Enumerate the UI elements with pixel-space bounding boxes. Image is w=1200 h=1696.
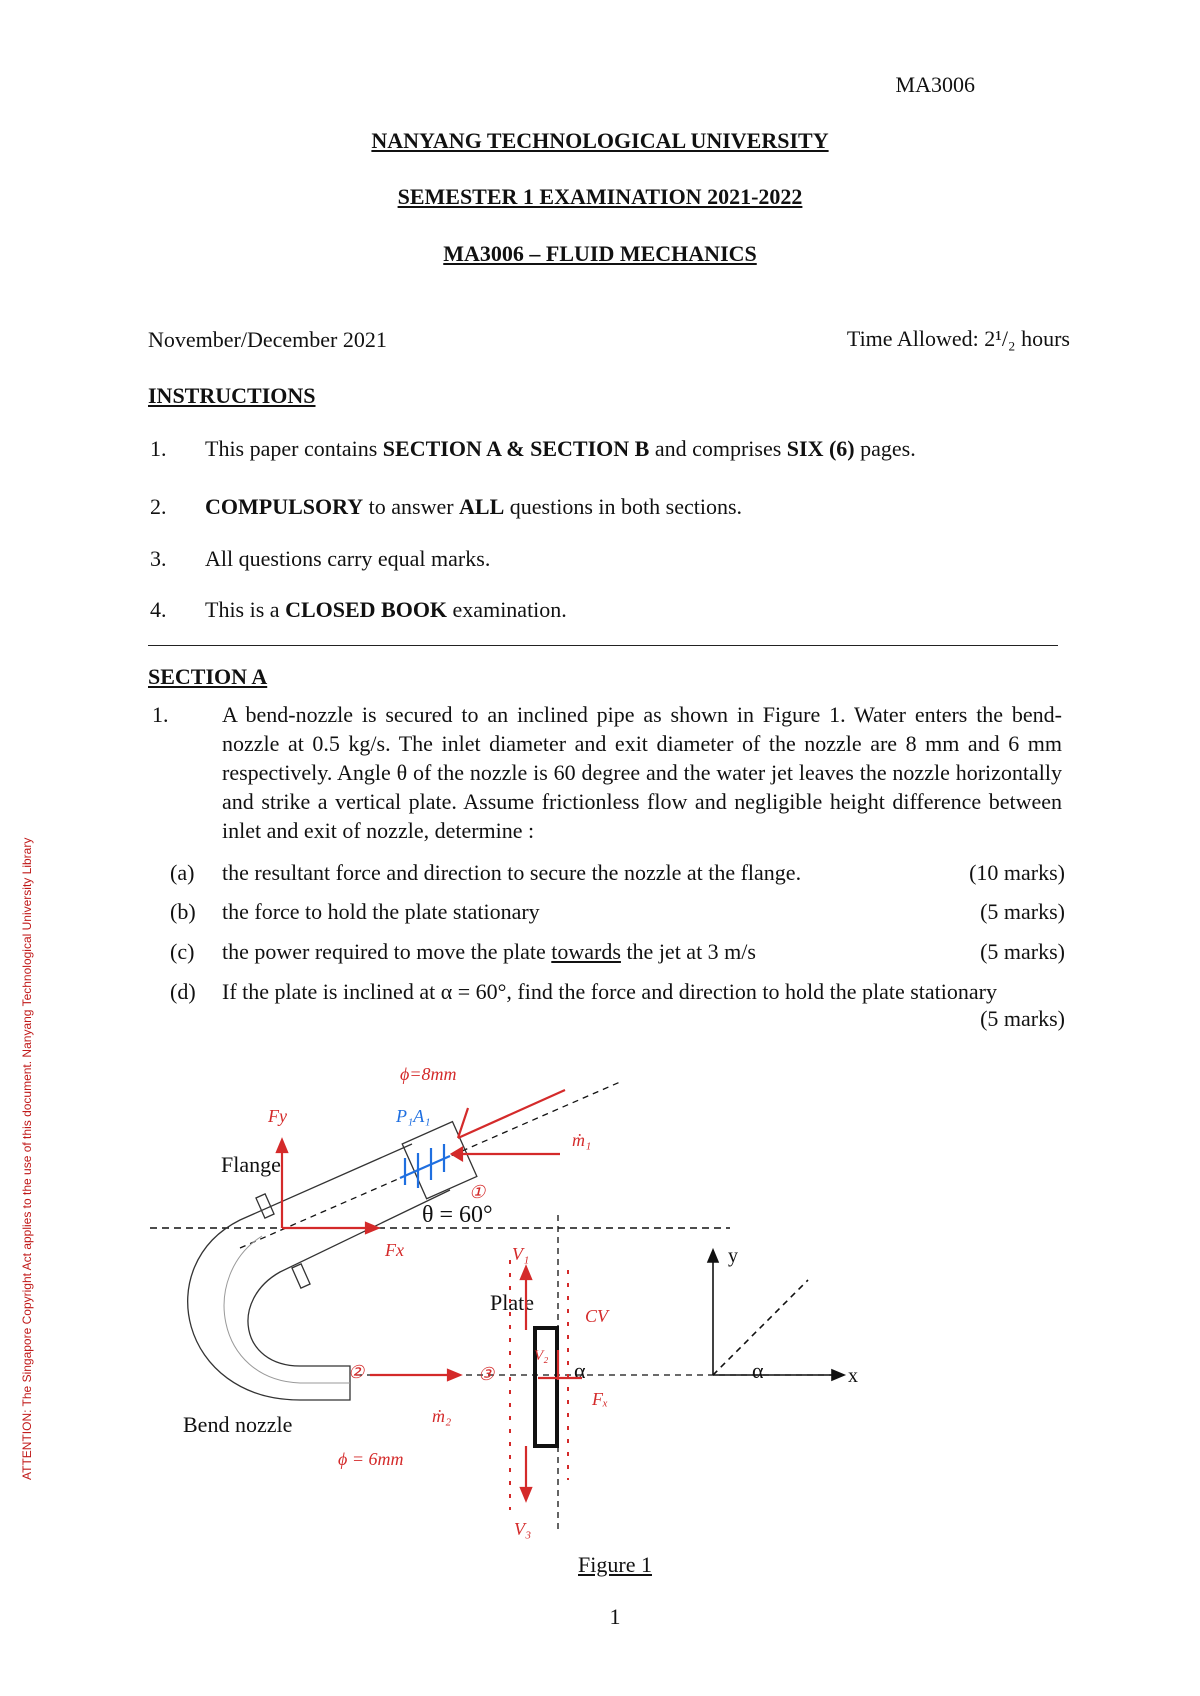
v3-annotation: V₃ [514, 1519, 532, 1539]
fx-plate-annotation: Fₓ [592, 1389, 609, 1409]
instructions-heading: INSTRUCTIONS [148, 383, 316, 408]
part-text: the resultant force and direction to secure the nozzle at the flange. [222, 860, 802, 885]
figure-caption: Figure 1 [578, 1552, 652, 1577]
point-1-marker: ① [469, 1182, 486, 1202]
section-a-heading: SECTION A [148, 664, 268, 689]
y-axis-label: y [728, 1245, 738, 1267]
fy-annotation: Fy [268, 1106, 287, 1126]
part-marks: (5 marks) [980, 1006, 1065, 1031]
instruction-num: 1. [150, 436, 167, 461]
part-label: (a) [170, 860, 195, 885]
pressure-arrows [400, 1144, 450, 1188]
coordinate-axes [708, 1250, 844, 1380]
section-divider [148, 645, 1058, 646]
bend-nozzle-label: Bend nozzle [183, 1412, 293, 1437]
v2-annotation: V₂ [534, 1348, 549, 1364]
university-title: NANYANG TECHNOLOGICAL UNIVERSITY [371, 128, 829, 153]
part-text: the force to hold the plate stationary [222, 899, 540, 924]
cv-annotation: CV [585, 1306, 609, 1326]
x-axis-label: x [848, 1365, 858, 1387]
part-marks: (10 marks) [969, 860, 1065, 885]
exam-date: November/December 2021 [148, 327, 387, 352]
flange-label: Flange [221, 1152, 281, 1177]
alpha-label-plate: α [574, 1358, 586, 1383]
instruction-num: 2. [150, 494, 167, 519]
part-label: (b) [170, 899, 196, 924]
exit-diameter-annotation: ϕ = 6mm [338, 1449, 404, 1469]
part-marks: (5 marks) [980, 899, 1065, 924]
part-text-after: the jet at 3 m/s [620, 939, 756, 964]
exam-title: SEMESTER 1 EXAMINATION 2021-2022 [397, 184, 803, 209]
p1a1-annotation: P₁A₁ [396, 1106, 431, 1126]
alpha-label-axes: α [752, 1358, 764, 1383]
instruction-num: 4. [150, 597, 167, 622]
theta-label: θ = 60° [422, 1202, 493, 1228]
course-code: MA3006 [895, 72, 975, 97]
m1-annotation: ṁ₁ [572, 1130, 592, 1150]
m2-annotation: ṁ₂ [432, 1406, 452, 1426]
plate [535, 1328, 557, 1446]
instruction-num: 3. [150, 546, 167, 571]
part-d-text: If the plate is inclined at α = 60°, find the force and direction to hold the plate stationary [222, 979, 997, 1004]
fx-annotation: Fx [385, 1240, 404, 1260]
part-marks: (5 marks) [980, 939, 1065, 964]
course-title: MA3006 – FLUID MECHANICS [443, 241, 757, 266]
instruction-text: COMPULSORY to answer ALL questions in both sections. [205, 494, 743, 519]
instruction-text: This is a CLOSED BOOK examination. [205, 597, 567, 622]
inlet-diameter-annotation: ϕ=8mm [400, 1064, 457, 1084]
part-text-emphasis: towards [551, 939, 621, 964]
time-allowed: Time Allowed: 2¹/₂ hours [846, 326, 1070, 351]
copyright-notice: ATTENTION: The Singapore Copyright Act applies to the use of this document. Nanyang Technological University Library [20, 837, 34, 1480]
instruction-text: All questions carry equal marks. [205, 546, 491, 571]
question-text: A bend-nozzle is secured to an inclined pipe as shown in Figure 1. Water enters the bend-nozzle at 0.5 kg/s. The inlet diameter and exit diameter of the nozzle are 8 mm and 6 mm respectively. Angle θ of the nozzle is 60 degree and the water jet leaves the nozzle horizontally and strike a vertical plate. Assume frictionless flow and negligible height difference between inlet and exit of nozzle, determine : [222, 702, 1062, 843]
v1-annotation: V₁ [512, 1244, 530, 1264]
plate-label: Plate [490, 1290, 534, 1315]
figure-1 [0, 1060, 1200, 1540]
point-3-marker: ③ [478, 1364, 495, 1384]
question-number: 1. [152, 702, 169, 727]
part-label: (c) [170, 939, 195, 964]
point-2-marker: ② [348, 1362, 365, 1382]
part-label: (d) [170, 979, 196, 1004]
page-number: 1 [609, 1604, 621, 1629]
part-text [222, 939, 756, 965]
instruction-text: This paper contains SECTION A & SECTION B and comprises SIX (6) pages. [205, 436, 916, 461]
part-text-before: the power required to move the plate [222, 939, 552, 964]
